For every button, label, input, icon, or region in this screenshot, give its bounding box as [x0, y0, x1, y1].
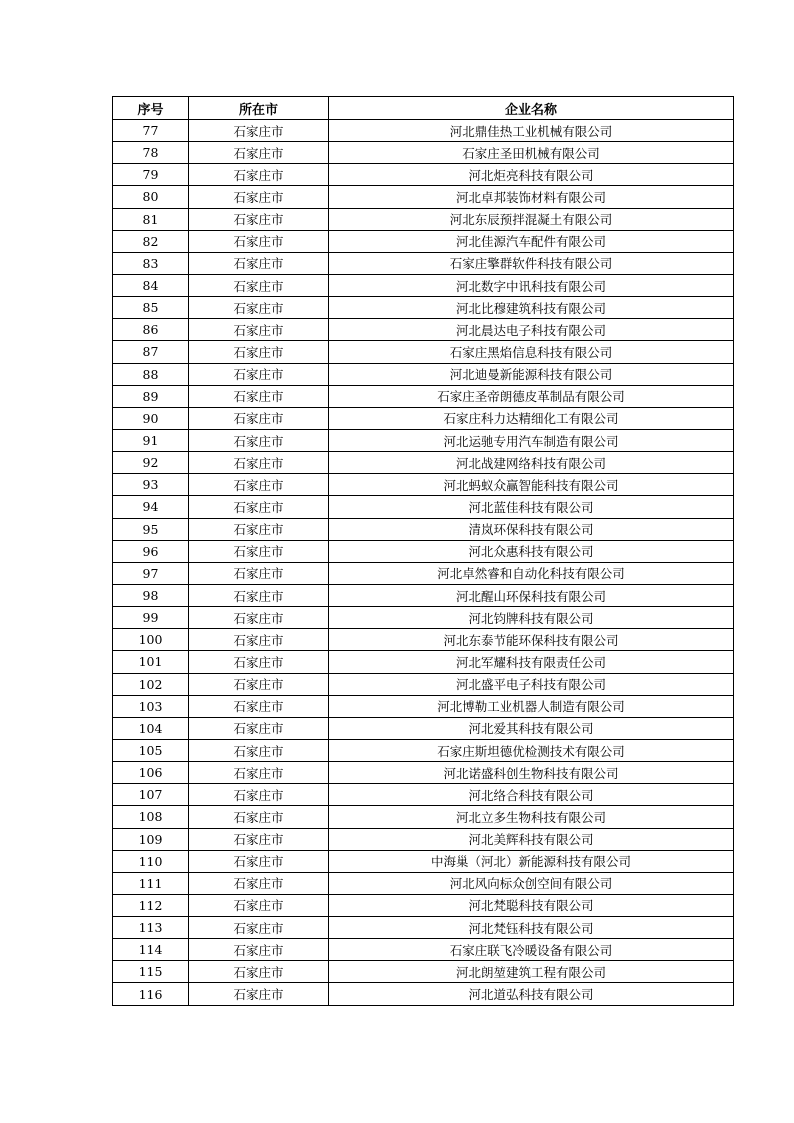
row-index-cell: 82 [113, 230, 189, 252]
table-row [113, 540, 734, 562]
row-city-cell: 石家庄市 [189, 717, 329, 739]
table-row [113, 230, 734, 252]
header-row [113, 97, 734, 120]
table-row [113, 983, 734, 1005]
row-index-cell: 105 [113, 739, 189, 761]
row-company-cell: 河北军耀科技有限责任公司 [329, 651, 734, 673]
row-company-cell: 石家庄圣帝朗德皮革制品有限公司 [329, 385, 734, 407]
row-index-cell: 112 [113, 894, 189, 916]
row-city-cell: 石家庄市 [189, 983, 329, 1005]
row-city-cell: 石家庄市 [189, 562, 329, 584]
table-row [113, 407, 734, 429]
row-company-cell: 石家庄黑焰信息科技有限公司 [329, 341, 734, 363]
table-row [113, 629, 734, 651]
row-city-cell: 石家庄市 [189, 540, 329, 562]
table-row [113, 385, 734, 407]
row-company-cell: 河北战建网络科技有限公司 [329, 452, 734, 474]
table-row [113, 784, 734, 806]
row-company-cell: 河北卓邦装饰材料有限公司 [329, 186, 734, 208]
row-index-cell: 115 [113, 961, 189, 983]
table-row [113, 297, 734, 319]
row-index-cell: 77 [113, 120, 189, 142]
row-index-cell: 99 [113, 607, 189, 629]
row-city-cell: 石家庄市 [189, 673, 329, 695]
row-company-cell: 河北风向标众创空间有限公司 [329, 872, 734, 894]
table-row [113, 607, 734, 629]
table-row [113, 474, 734, 496]
table-row [113, 496, 734, 518]
row-index-cell: 116 [113, 983, 189, 1005]
row-index-cell: 91 [113, 429, 189, 451]
row-company-cell: 石家庄擎群软件科技有限公司 [329, 252, 734, 274]
row-company-cell: 河北东辰预拌混凝土有限公司 [329, 208, 734, 230]
row-company-cell: 河北立多生物科技有限公司 [329, 806, 734, 828]
row-city-cell: 石家庄市 [189, 452, 329, 474]
row-company-cell: 河北迪曼新能源科技有限公司 [329, 363, 734, 385]
row-city-cell: 石家庄市 [189, 939, 329, 961]
row-index-cell: 78 [113, 142, 189, 164]
row-city-cell: 石家庄市 [189, 850, 329, 872]
row-company-cell: 河北诺盛科创生物科技有限公司 [329, 762, 734, 784]
table-row [113, 961, 734, 983]
row-index-cell: 110 [113, 850, 189, 872]
row-index-cell: 80 [113, 186, 189, 208]
row-index-cell: 111 [113, 872, 189, 894]
row-company-cell: 石家庄科力达精细化工有限公司 [329, 407, 734, 429]
row-company-cell: 河北众惠科技有限公司 [329, 540, 734, 562]
table-row [113, 806, 734, 828]
table-row [113, 208, 734, 230]
row-city-cell: 石家庄市 [189, 385, 329, 407]
table-row [113, 452, 734, 474]
row-index-cell: 87 [113, 341, 189, 363]
row-company-cell: 河北蚂蚁众赢智能科技有限公司 [329, 474, 734, 496]
table-row [113, 917, 734, 939]
row-index-cell: 86 [113, 319, 189, 341]
row-city-cell: 石家庄市 [189, 230, 329, 252]
row-city-cell: 石家庄市 [189, 872, 329, 894]
table-row [113, 828, 734, 850]
row-company-cell: 石家庄联飞冷暖设备有限公司 [329, 939, 734, 961]
row-city-cell: 石家庄市 [189, 407, 329, 429]
row-index-cell: 90 [113, 407, 189, 429]
table-row [113, 429, 734, 451]
table-row [113, 363, 734, 385]
row-index-cell: 93 [113, 474, 189, 496]
row-index-cell: 102 [113, 673, 189, 695]
table-body [113, 120, 734, 1006]
table-row [113, 120, 734, 142]
header-city: 所在市 [189, 97, 329, 120]
row-company-cell: 河北梵钰科技有限公司 [329, 917, 734, 939]
table-row [113, 518, 734, 540]
row-city-cell: 石家庄市 [189, 806, 329, 828]
table-row [113, 717, 734, 739]
row-city-cell: 石家庄市 [189, 828, 329, 850]
table-row [113, 341, 734, 363]
table-row [113, 164, 734, 186]
row-company-cell: 石家庄圣田机械有限公司 [329, 142, 734, 164]
row-index-cell: 104 [113, 717, 189, 739]
row-company-cell: 清岚环保科技有限公司 [329, 518, 734, 540]
row-city-cell: 石家庄市 [189, 894, 329, 916]
row-company-cell: 河北晨达电子科技有限公司 [329, 319, 734, 341]
row-index-cell: 103 [113, 695, 189, 717]
row-index-cell: 107 [113, 784, 189, 806]
row-index-cell: 96 [113, 540, 189, 562]
row-company-cell: 石家庄斯坦德优检测技术有限公司 [329, 739, 734, 761]
row-city-cell: 石家庄市 [189, 784, 329, 806]
table-header [113, 97, 734, 120]
row-index-cell: 88 [113, 363, 189, 385]
row-city-cell: 石家庄市 [189, 341, 329, 363]
row-index-cell: 83 [113, 252, 189, 274]
row-city-cell: 石家庄市 [189, 474, 329, 496]
row-city-cell: 石家庄市 [189, 584, 329, 606]
row-index-cell: 84 [113, 274, 189, 296]
row-city-cell: 石家庄市 [189, 695, 329, 717]
table-row [113, 584, 734, 606]
row-company-cell: 河北醒山环保科技有限公司 [329, 584, 734, 606]
row-city-cell: 石家庄市 [189, 629, 329, 651]
row-company-cell: 河北鼎佳热工业机械有限公司 [329, 120, 734, 142]
row-company-cell: 中海巢（河北）新能源科技有限公司 [329, 850, 734, 872]
table-row [113, 673, 734, 695]
row-index-cell: 98 [113, 584, 189, 606]
table-row [113, 142, 734, 164]
table-row [113, 562, 734, 584]
row-city-cell: 石家庄市 [189, 208, 329, 230]
row-company-cell: 河北钧牌科技有限公司 [329, 607, 734, 629]
row-city-cell: 石家庄市 [189, 274, 329, 296]
row-index-cell: 95 [113, 518, 189, 540]
row-index-cell: 94 [113, 496, 189, 518]
table-row [113, 252, 734, 274]
header-index: 序号 [113, 97, 189, 120]
row-index-cell: 79 [113, 164, 189, 186]
row-index-cell: 100 [113, 629, 189, 651]
table-row [113, 274, 734, 296]
row-index-cell: 109 [113, 828, 189, 850]
row-city-cell: 石家庄市 [189, 186, 329, 208]
table-row [113, 695, 734, 717]
table-row [113, 894, 734, 916]
row-city-cell: 石家庄市 [189, 164, 329, 186]
row-index-cell: 92 [113, 452, 189, 474]
row-city-cell: 石家庄市 [189, 651, 329, 673]
table-row [113, 651, 734, 673]
row-index-cell: 85 [113, 297, 189, 319]
row-index-cell: 113 [113, 917, 189, 939]
row-city-cell: 石家庄市 [189, 429, 329, 451]
row-company-cell: 河北朗堃建筑工程有限公司 [329, 961, 734, 983]
table-row [113, 850, 734, 872]
row-company-cell: 河北东泰节能环保科技有限公司 [329, 629, 734, 651]
row-index-cell: 81 [113, 208, 189, 230]
row-city-cell: 石家庄市 [189, 607, 329, 629]
row-city-cell: 石家庄市 [189, 917, 329, 939]
row-company-cell: 河北爱其科技有限公司 [329, 717, 734, 739]
row-city-cell: 石家庄市 [189, 363, 329, 385]
row-city-cell: 石家庄市 [189, 518, 329, 540]
table-row [113, 319, 734, 341]
row-index-cell: 101 [113, 651, 189, 673]
row-city-cell: 石家庄市 [189, 297, 329, 319]
row-city-cell: 石家庄市 [189, 739, 329, 761]
row-company-cell: 河北梵聪科技有限公司 [329, 894, 734, 916]
table-row [113, 939, 734, 961]
row-city-cell: 石家庄市 [189, 120, 329, 142]
row-company-cell: 河北博勒工业机器人制造有限公司 [329, 695, 734, 717]
row-index-cell: 89 [113, 385, 189, 407]
row-company-cell: 河北蓝佳科技有限公司 [329, 496, 734, 518]
table-row [113, 762, 734, 784]
row-city-cell: 石家庄市 [189, 142, 329, 164]
row-company-cell: 河北盛平电子科技有限公司 [329, 673, 734, 695]
table-row [113, 739, 734, 761]
row-city-cell: 石家庄市 [189, 252, 329, 274]
row-company-cell: 河北比穆建筑科技有限公司 [329, 297, 734, 319]
row-city-cell: 石家庄市 [189, 762, 329, 784]
row-city-cell: 石家庄市 [189, 319, 329, 341]
row-company-cell: 河北运驰专用汽车制造有限公司 [329, 429, 734, 451]
row-city-cell: 石家庄市 [189, 961, 329, 983]
table-row [113, 186, 734, 208]
row-company-cell: 河北络合科技有限公司 [329, 784, 734, 806]
company-list-table [112, 96, 734, 1006]
row-company-cell: 河北炬亮科技有限公司 [329, 164, 734, 186]
row-index-cell: 97 [113, 562, 189, 584]
row-company-cell: 河北卓然睿和自动化科技有限公司 [329, 562, 734, 584]
row-city-cell: 石家庄市 [189, 496, 329, 518]
row-index-cell: 106 [113, 762, 189, 784]
row-company-cell: 河北美辉科技有限公司 [329, 828, 734, 850]
row-index-cell: 108 [113, 806, 189, 828]
row-index-cell: 114 [113, 939, 189, 961]
row-company-cell: 河北数字中讯科技有限公司 [329, 274, 734, 296]
header-company: 企业名称 [329, 97, 734, 120]
row-company-cell: 河北佳源汽车配件有限公司 [329, 230, 734, 252]
table-row [113, 872, 734, 894]
row-company-cell: 河北道弘科技有限公司 [329, 983, 734, 1005]
